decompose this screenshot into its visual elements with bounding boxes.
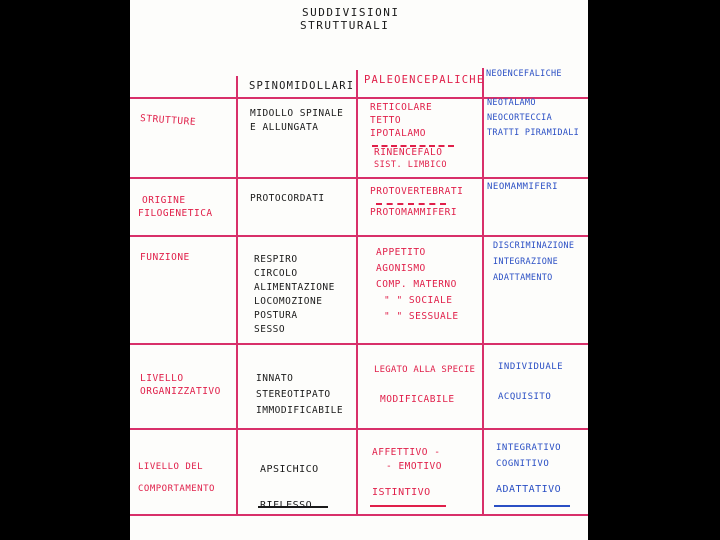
grid-line-col-3: [482, 68, 484, 516]
handwritten-sheet: [130, 0, 588, 540]
column-header-paleoencepaliche: PALEOENCEPALICHE: [364, 74, 485, 86]
strutture-paleo: RETICOLARE TETTO IPOTALAMO RINENCEFALO SIST. LIMBICO: [370, 102, 448, 170]
grid-line-col-2: [356, 70, 358, 516]
riflesso-underline: [258, 506, 328, 508]
grid-line-row-1: [130, 177, 588, 179]
grid-line-bottom: [130, 514, 588, 516]
column-header-spinomidollari: SPINOMIDOLLARI: [249, 80, 355, 92]
istintivo-underline: [370, 505, 446, 507]
livello-org-neo: INDIVIDUALE ACQUISITO: [498, 362, 564, 402]
title-line-1: SUDDIVISIONI: [302, 6, 400, 19]
funzione-neo: DISCRIMINAZIONE INTEGRAZIONE ADATTAMENTO: [493, 241, 575, 283]
origine-paleo: PROTOVERTEBRATI PROTOMAMMIFERI: [370, 186, 464, 218]
row-label-livello-organizzativo: LIVELLO ORGANIZZATIVO: [140, 373, 221, 397]
strutture-spino: MIDOLLO SPINALE E ALLUNGATA: [250, 108, 344, 133]
origine-spino: PROTOCORDATI: [250, 193, 325, 204]
livello-org-spino: INNATO STEREOTIPATO IMMODIFICABILE: [256, 373, 344, 416]
title-line-2: STRUTTURALI: [300, 19, 390, 32]
page-title: [302, 6, 399, 32]
origine-paleo-dash: [376, 203, 446, 205]
row-label-livello-comportamento: LIVELLO DEL COMPORTAMENTO: [138, 462, 215, 494]
adattativo-underline: [494, 505, 570, 507]
livello-org-paleo: LEGATO ALLA SPECIE MODIFICABILE: [374, 365, 476, 405]
row-label-origine-filogenetica: ORIGINE FILOGENETICA: [138, 195, 213, 219]
strutture-neo: NEOTALAMO NEOCORTECCIA TRATTI PIRAMIDALI: [487, 98, 580, 138]
grid-line-row-3: [130, 343, 588, 345]
strutture-paleo-dash: [372, 145, 454, 147]
column-header-neoencefaliche: NEOENCEFALICHE: [486, 69, 562, 79]
livello-comp-spino: APSICHICO: [260, 464, 319, 475]
row-label-strutture: STRUTTURE: [139, 113, 197, 128]
grid-line-col-1: [236, 76, 238, 516]
grid-line-row-2: [130, 235, 588, 237]
livello-comp-paleo: AFFETTIVO - - EMOTIVO ISTINTIVO: [372, 447, 442, 498]
livello-comp-neo: INTEGRATIVO COGNITIVO ADATTATIVO: [496, 443, 562, 495]
funzione-spino: RESPIRO CIRCOLO ALIMENTAZIONE LOCOMOZIONE POSTURA SESSO: [254, 254, 335, 335]
grid-line-row-4: [130, 428, 588, 430]
origine-neo: NEOMAMMIFERI: [487, 182, 559, 192]
row-label-funzione: FUNZIONE: [140, 252, 190, 263]
funzione-paleo: APPETITO AGONISMO COMP. MATERNO " " SOCIALE " " SESSUALE: [376, 247, 459, 322]
